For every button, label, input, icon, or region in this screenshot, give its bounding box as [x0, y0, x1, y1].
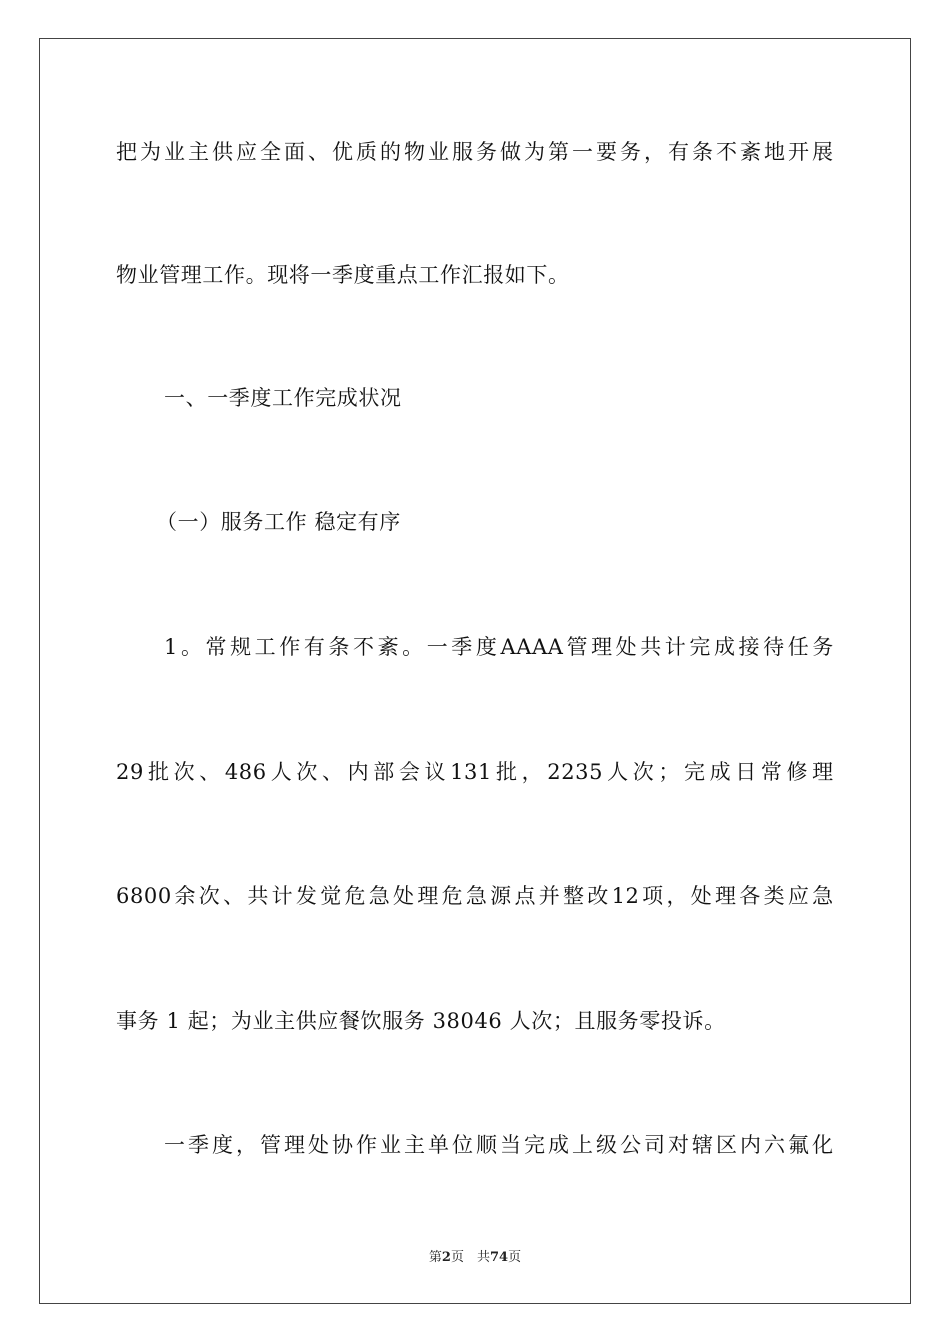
- text-glyph: 管: [566, 635, 589, 659]
- text-glyph: 常: [760, 760, 783, 784]
- text-glyph: 应: [236, 140, 258, 164]
- text-glyph: 29: [116, 760, 144, 784]
- text-glyph: 季: [451, 635, 473, 659]
- text-glyph: 单: [428, 1133, 450, 1157]
- text-glyph: 有: [668, 140, 690, 164]
- text-glyph: 理: [812, 760, 834, 784]
- text-glyph: 氟: [788, 1133, 810, 1157]
- text-glyph: 面: [284, 140, 306, 164]
- text-glyph: 急: [812, 884, 834, 908]
- text-glyph: ，: [521, 760, 544, 784]
- text-glyph: 、: [199, 760, 221, 784]
- text-glyph: 上: [572, 1133, 594, 1157]
- text-glyph: 规: [230, 635, 252, 659]
- text-glyph: 完: [683, 760, 706, 784]
- text-glyph: 危: [441, 884, 464, 908]
- text-glyph: 、: [321, 760, 344, 784]
- text-glyph: 内: [347, 760, 370, 784]
- text-glyph: 各: [739, 884, 761, 908]
- text-glyph: 共: [247, 884, 269, 908]
- text-glyph: 优: [332, 140, 354, 164]
- text-glyph: 待: [763, 635, 785, 659]
- text-glyph: 批: [496, 760, 518, 784]
- paragraph-line-6: 事务 1 起；为业主供应餐饮服务 38046 人次；且服务零投诉。: [116, 1009, 726, 1033]
- text-glyph: 主: [188, 140, 210, 164]
- text-glyph: 管: [260, 1133, 282, 1157]
- text-glyph: 批: [147, 760, 170, 784]
- text-glyph: 。: [402, 635, 424, 659]
- paragraph-line-4: [116, 757, 834, 787]
- text-glyph: 把: [116, 140, 138, 164]
- page-footer: [0, 1246, 950, 1265]
- text-glyph: 12: [611, 884, 640, 908]
- text-glyph: 次: [296, 760, 318, 784]
- text-glyph: 不: [352, 635, 375, 659]
- text-glyph: 供: [212, 140, 234, 164]
- text-glyph: 辖: [692, 1133, 714, 1157]
- text-glyph: 展: [812, 140, 834, 164]
- text-glyph: 486: [224, 760, 267, 784]
- text-glyph: 急: [465, 884, 488, 908]
- paragraph-line-3: [164, 632, 834, 662]
- text-glyph: 化: [812, 1133, 834, 1157]
- page-border: [39, 38, 911, 1304]
- text-glyph: 常: [205, 635, 228, 659]
- text-glyph: 应: [787, 884, 810, 908]
- footer-mid: 页 共: [450, 1250, 490, 1265]
- text-glyph: 并: [538, 884, 561, 908]
- text-glyph: 类: [763, 884, 786, 908]
- text-glyph: 协: [332, 1133, 354, 1157]
- text-glyph: 成: [713, 635, 736, 659]
- text-glyph: 理: [417, 884, 439, 908]
- text-glyph: 内: [740, 1133, 762, 1157]
- text-glyph: ；: [658, 760, 680, 784]
- text-glyph: 季: [188, 1133, 210, 1157]
- text-glyph: 全: [260, 140, 282, 164]
- text-glyph: 任: [787, 635, 810, 659]
- text-glyph: 一: [164, 1133, 186, 1157]
- text-glyph: 务: [812, 635, 834, 659]
- text-glyph: 共: [640, 635, 662, 659]
- text-glyph: 公: [620, 1133, 642, 1157]
- paragraph-line-1: [116, 137, 834, 167]
- text-glyph: 对: [668, 1133, 690, 1157]
- text-glyph: 人: [270, 760, 293, 784]
- text-glyph: 人: [607, 760, 629, 784]
- text-glyph: 服: [452, 140, 474, 164]
- text-glyph: 顺: [476, 1133, 498, 1157]
- text-glyph: 部: [373, 760, 395, 784]
- subsection-heading-1: （一）服务工作 稳定有序: [156, 510, 401, 534]
- text-glyph: 第: [548, 140, 570, 164]
- text-glyph: 条: [328, 635, 351, 659]
- text-glyph: 处: [393, 884, 415, 908]
- footer-page-current: 2: [441, 1250, 451, 1265]
- text-glyph: 地: [764, 140, 786, 164]
- text-glyph: 业: [380, 1133, 402, 1157]
- text-glyph: 整: [563, 884, 585, 908]
- text-glyph: 度: [212, 1133, 234, 1157]
- text-glyph: 一: [426, 635, 449, 659]
- text-glyph: 完: [689, 635, 711, 659]
- text-glyph: 业: [428, 140, 450, 164]
- text-glyph: 修: [786, 760, 809, 784]
- text-glyph: 的: [380, 140, 402, 164]
- text-glyph: 主: [404, 1133, 426, 1157]
- text-glyph: 要: [596, 140, 618, 164]
- text-glyph: 余: [174, 884, 197, 908]
- text-glyph: 计: [271, 884, 294, 908]
- text-glyph: 区: [716, 1133, 738, 1157]
- text-glyph: 条: [692, 140, 714, 164]
- footer-prefix: 第: [428, 1250, 442, 1265]
- text-glyph: 成: [709, 760, 732, 784]
- text-glyph: 次: [632, 760, 655, 784]
- paragraph-line-2: 物业管理工作。现将一季度重点工作汇报如下。: [116, 263, 570, 287]
- text-glyph: 为: [140, 140, 162, 164]
- text-glyph: 司: [644, 1133, 666, 1157]
- text-glyph: ，: [666, 884, 689, 908]
- text-glyph: 次: [173, 760, 196, 784]
- text-glyph: 危: [344, 884, 367, 908]
- text-glyph: 级: [596, 1133, 618, 1157]
- footer-page-total: 74: [489, 1250, 509, 1265]
- section-heading-1: 一、一季度工作完成状况: [164, 386, 402, 410]
- paragraph-line-5: [116, 881, 834, 911]
- text-glyph: 度: [475, 635, 498, 659]
- text-glyph: 开: [788, 140, 810, 164]
- text-glyph: 业: [164, 140, 186, 164]
- text-glyph: 、: [308, 140, 330, 164]
- text-glyph: 日: [735, 760, 757, 784]
- text-glyph: 六: [764, 1133, 786, 1157]
- text-glyph: 1: [164, 635, 178, 659]
- text-glyph: 当: [500, 1133, 522, 1157]
- text-glyph: 工: [254, 635, 277, 659]
- text-glyph: 6800: [116, 884, 172, 908]
- text-glyph: 务: [620, 140, 642, 164]
- text-glyph: 紊: [740, 140, 762, 164]
- text-glyph: 处: [615, 635, 638, 659]
- text-glyph: 处: [308, 1133, 330, 1157]
- text-glyph: 为: [524, 140, 546, 164]
- text-glyph: 接: [738, 635, 761, 659]
- text-glyph: 源: [490, 884, 512, 908]
- text-glyph: 计: [664, 635, 687, 659]
- text-glyph: ，: [236, 1133, 258, 1157]
- text-glyph: 次: [198, 884, 221, 908]
- text-glyph: AAAA: [500, 635, 564, 659]
- text-glyph: 2235: [547, 760, 604, 784]
- text-glyph: 物: [404, 140, 426, 164]
- text-glyph: 改: [587, 884, 609, 908]
- text-glyph: 。: [180, 635, 203, 659]
- text-glyph: 务: [476, 140, 498, 164]
- text-glyph: 发: [295, 884, 318, 908]
- text-glyph: 质: [356, 140, 378, 164]
- text-glyph: 一: [572, 140, 594, 164]
- text-glyph: 、: [223, 884, 245, 908]
- text-glyph: 觉: [320, 884, 342, 908]
- text-glyph: 紊: [377, 635, 400, 659]
- text-glyph: 131: [450, 760, 492, 784]
- text-glyph: 理: [591, 635, 613, 659]
- text-glyph: 作: [356, 1133, 378, 1157]
- text-glyph: 作: [279, 635, 301, 659]
- text-glyph: 会: [398, 760, 421, 784]
- text-glyph: 议: [424, 760, 447, 784]
- paragraph-line-7: [164, 1130, 834, 1160]
- text-glyph: 项: [642, 884, 664, 908]
- text-glyph: 理: [715, 884, 737, 908]
- text-glyph: 位: [452, 1133, 474, 1157]
- text-glyph: 不: [716, 140, 738, 164]
- text-glyph: 理: [284, 1133, 306, 1157]
- text-glyph: 处: [690, 884, 713, 908]
- text-glyph: 完: [524, 1133, 546, 1157]
- text-glyph: 做: [500, 140, 522, 164]
- text-glyph: ，: [644, 140, 666, 164]
- text-glyph: 点: [514, 884, 537, 908]
- text-glyph: 成: [548, 1133, 570, 1157]
- text-glyph: 有: [303, 635, 326, 659]
- footer-suffix: 页: [508, 1250, 522, 1265]
- text-glyph: 急: [368, 884, 391, 908]
